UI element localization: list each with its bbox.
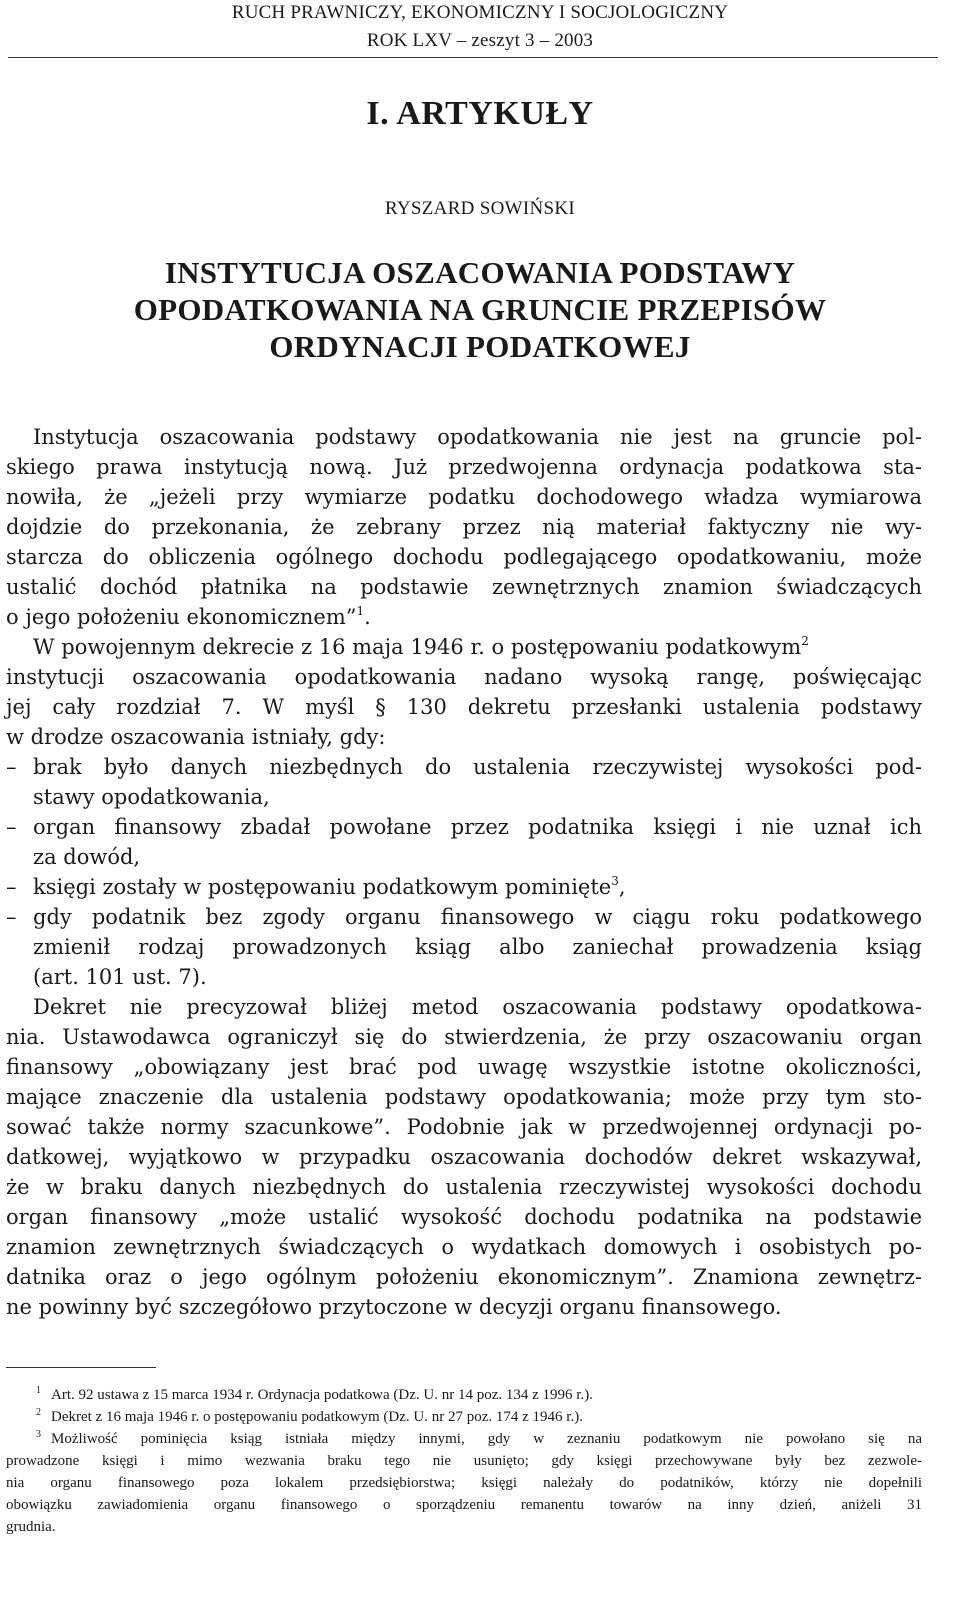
body-text: W powojennym dekrecie z 16 maja 1946 r. o postępowaniu podatkowym <box>33 635 802 659</box>
list-item: – księgi zostały w postępowaniu podatkowym pominięte$^3$, <box>6 872 922 902</box>
body-line: o jego położeniu ekonomicznem”$^1$. <box>6 604 371 629</box>
body-text: księgi zostały w postępowaniu podatkowym pominięte <box>33 875 612 899</box>
body-line: organ finansowy „może ustalić wysokość dochodu podatnika na podstawie <box>6 1205 922 1229</box>
footnote-ref[interactable]: 3 <box>611 874 619 888</box>
footnote-3-line: nia organu finansowego poza lokalem przedsiębiorstwa; księgi należały do podatników, którzy nie dopełnili <box>6 1475 922 1491</box>
list-item <box>6 812 922 842</box>
body-line: że w braku danych niezbędnych do ustalenia rzeczywistej wysokości dochodu <box>6 1175 922 1199</box>
footnote-2 <box>6 1406 922 1428</box>
body-line: starcza do obliczenia ogólnego dochodu podlegającego opodatkowaniu, może <box>6 545 922 569</box>
section-heading: I. ARTYKUŁY <box>366 95 594 132</box>
footnote-3-line: prowadzone księgi i mimo wezwania braku tego nie usunięto; gdy księgi przechowywane były bez zezwole- <box>6 1453 922 1469</box>
running-head-issue: ROK LXV – zeszyt 3 – 2003 <box>366 30 594 51</box>
body-line: mające znaczenie dla ustalenia podstawy opodatkowania; może przy tym sto- <box>6 1085 922 1109</box>
list-item-cont: (art. 101 ust. 7). <box>33 965 207 989</box>
body-line: w drodze oszacowania istniały, gdy: <box>6 725 386 749</box>
body-line: datnika oraz o jego ogólnym położeniu ekonomicznym”. Znamiona zewnętrz- <box>6 1265 922 1289</box>
footnote-rule <box>6 1367 156 1368</box>
footnote-number: 3 <box>36 1429 41 1440</box>
running-head-journal: RUCH PRAWNICZY, EKONOMICZNY I SOCJOLOGICZNY <box>231 2 729 23</box>
footnote-number: 2 <box>36 1407 41 1418</box>
body-line: Instytucja oszacowania podstawy opodatkowania nie jest na gruncie pol- <box>33 425 922 449</box>
list-item-cont: zmienił rodzaj prowadzonych ksiąg albo zaniechał prowadzenia ksiąg <box>33 935 922 959</box>
body-line: nowiła, że „jeżeli przy wymiarze podatku dochodowego władza wymiarowa <box>6 485 922 509</box>
list-dash: – <box>6 875 17 899</box>
article-title <box>0 254 960 365</box>
list-item <box>6 752 922 782</box>
footnote-1 <box>6 1384 922 1406</box>
header-rule <box>8 57 938 58</box>
footnote-3-line: obowiązku zawiadomienia organu finansowego o sporządzeniu remanentu towarów na inny dzień, aniżeli 31 <box>6 1497 922 1513</box>
footnote-3 <box>6 1428 922 1450</box>
body-text: organ finansowy zbadał powołane przez podatnika księgi i nie uznał ich <box>33 815 922 839</box>
body-line: datkowej, wyjątkowo w przypadku oszacowania dochodów dekret wskazywał, <box>6 1145 922 1169</box>
footnote-ref[interactable]: 2 <box>801 634 809 648</box>
list-dash: – <box>6 755 17 779</box>
list-item-cont: stawy opodatkowania, <box>33 785 270 809</box>
list-item <box>6 902 922 932</box>
title-line: ORDYNACJI PODATKOWEJ <box>269 329 691 364</box>
body-line: nia. Ustawodawca ograniczył się do stwierdzenia, że przy oszacowaniu organ <box>6 1025 922 1049</box>
footnote-text: Art. 92 ustawa z 15 marca 1934 r. Ordynacja podatkowa (Dz. U. nr 14 poz. 134 z 1996 r.). <box>51 1387 593 1403</box>
title-line: OPODATKOWANIA NA GRUNCIE PRZEPISÓW <box>133 292 827 327</box>
title-line: INSTYTUCJA OSZACOWANIA PODSTAWY <box>164 255 796 290</box>
body-line: finansowy „obowiązany jest brać pod uwagę wszystkie istotne okoliczności, <box>6 1055 922 1079</box>
article-body <box>6 422 922 1322</box>
body-line: skiego prawa instytucją nową. Już przedwojenna ordynacja podatkowa sta- <box>6 455 922 479</box>
footnote-text: Dekret z 16 maja 1946 r. o postępowaniu podatkowym (Dz. U. nr 27 poz. 174 z 1946 r.). <box>51 1409 583 1425</box>
footnote-ref[interactable]: 1 <box>356 604 365 618</box>
body-line: znamion zewnętrznych świadczących o wydatkach domowych i osobistych po- <box>6 1235 922 1259</box>
list-item-cont: za dowód, <box>33 845 141 869</box>
body-line: sować także normy szacunkowe”. Podobnie jak w przedwojennej ordynacji po- <box>6 1115 922 1139</box>
body-text: gdy podatnik bez zgody organu finansowego w ciągu roku podatkowego <box>33 905 922 929</box>
body-text: o jego położeniu ekonomicznem” <box>6 605 357 629</box>
footnote-3-line: grudnia. <box>6 1519 56 1535</box>
list-dash: – <box>6 905 17 929</box>
author-name: RYSZARD SOWIŃSKI <box>384 198 576 219</box>
footnote-number: 1 <box>36 1385 41 1396</box>
footnotes <box>6 1384 922 1538</box>
body-line: jej cały rozdział 7. W myśl § 130 dekretu przesłanki ustalenia podstawy <box>6 695 922 719</box>
body-text: brak było danych niezbędnych do ustalenia rzeczywistej wysokości pod- <box>33 755 922 779</box>
footnote-text: Możliwość pominięcia ksiąg istniała między innymi, gdy w zeznaniu podatkowym nie powołano się na <box>51 1431 922 1447</box>
body-line: instytucji oszacowania opodatkowania nadano wysoką rangę, poświęcając <box>6 665 922 689</box>
list-dash: – <box>6 815 17 839</box>
body-line <box>6 632 922 662</box>
body-line: Dekret nie precyzował bliżej metod oszacowania podstawy opodatkowa- <box>33 995 922 1019</box>
body-line: ne powinny być szczegółowo przytoczone w decyzji organu finansowego. <box>6 1295 782 1319</box>
body-line: dojdzie do przekonania, że zebrany przez nią materiał faktyczny nie wy- <box>6 515 922 539</box>
body-line: ustalić dochód płatnika na podstawie zewnętrznych znamion świadczących <box>6 575 922 599</box>
